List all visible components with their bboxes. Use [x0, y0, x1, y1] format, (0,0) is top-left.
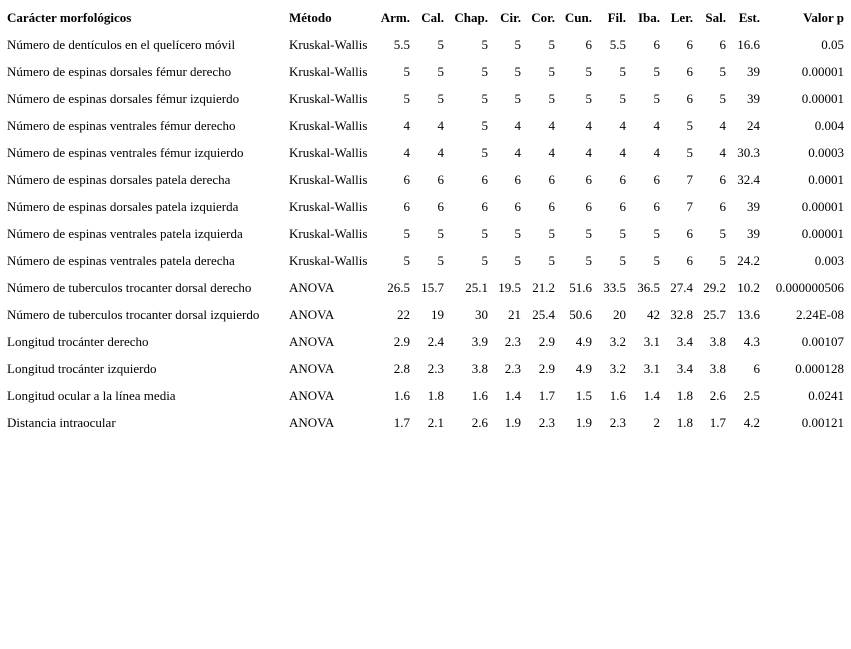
cell-cor: 5	[548, 252, 555, 268]
cell-cun: 5	[585, 225, 592, 241]
cell-fil: 4	[619, 144, 626, 160]
cell-ler: 32.8	[670, 306, 693, 322]
cell-ler: 6	[686, 36, 693, 52]
cell-caracter: Número de espinas dorsales patela izquierda	[7, 198, 239, 214]
cell-cor: 21.2	[532, 279, 555, 295]
cell-chap: 5	[481, 36, 488, 52]
cell-cal: 6	[437, 198, 444, 214]
cell-cor: 5	[548, 90, 555, 106]
cell-sal: 5	[719, 252, 726, 268]
cell-arm: 4	[403, 117, 410, 133]
cell-metodo: Kruskal-Wallis	[289, 252, 368, 268]
table-row	[4, 409, 847, 436]
cell-est: 4.3	[743, 333, 760, 349]
cell-metodo: Kruskal-Wallis	[289, 117, 368, 133]
cell-est: 6	[753, 360, 760, 376]
header-iba: Iba.	[637, 9, 660, 25]
cell-caracter: Número de tuberculos trocanter dorsal derecho	[7, 279, 252, 295]
header-est: Est.	[738, 9, 760, 25]
cell-iba: 2	[653, 414, 660, 430]
cell-cun: 4.9	[575, 333, 592, 349]
cell-caracter: Número de dentículos en el quelícero móvil	[7, 36, 236, 52]
header-cir: Cir.	[500, 9, 521, 25]
table-body	[4, 31, 847, 436]
cell-sal: 1.7	[709, 414, 726, 430]
cell-valor-p: 0.00001	[801, 198, 844, 214]
cell-cir: 1.9	[504, 414, 521, 430]
header-metodo: Método	[289, 9, 332, 25]
cell-valor-p: 0.05	[821, 36, 844, 52]
table-row	[4, 112, 847, 139]
cell-iba: 3.1	[643, 360, 660, 376]
cell-arm: 26.5	[387, 279, 410, 295]
cell-caracter: Longitud trocánter derecho	[7, 333, 149, 349]
cell-iba: 5	[653, 90, 660, 106]
cell-valor-p: 0.00001	[801, 63, 844, 79]
cell-fil: 20	[613, 306, 626, 322]
cell-cal: 4	[437, 117, 444, 133]
cell-caracter: Número de espinas ventrales fémur izquierdo	[7, 144, 244, 160]
cell-fil: 33.5	[603, 279, 626, 295]
cell-sal: 3.8	[709, 333, 726, 349]
cell-ler: 7	[686, 171, 693, 187]
table-row	[4, 193, 847, 220]
cell-cir: 6	[514, 171, 521, 187]
cell-cal: 5	[437, 225, 444, 241]
cell-caracter: Número de espinas ventrales fémur derecho	[7, 117, 236, 133]
cell-cun: 6	[585, 171, 592, 187]
cell-ler: 5	[686, 144, 693, 160]
cell-chap: 5	[481, 252, 488, 268]
cell-iba: 6	[653, 198, 660, 214]
cell-cir: 2.3	[504, 333, 521, 349]
cell-arm: 2.9	[393, 333, 410, 349]
cell-fil: 5	[619, 225, 626, 241]
cell-ler: 6	[686, 225, 693, 241]
header-arm: Arm.	[380, 9, 410, 25]
cell-ler: 3.4	[676, 360, 693, 376]
cell-cor: 25.4	[532, 306, 555, 322]
cell-metodo: Kruskal-Wallis	[289, 63, 368, 79]
cell-cir: 5	[514, 225, 521, 241]
cell-caracter: Longitud trocánter izquierdo	[7, 360, 157, 376]
cell-fil: 1.6	[609, 387, 626, 403]
cell-metodo: ANOVA	[289, 414, 335, 430]
cell-valor-p: 0.004	[814, 117, 844, 133]
header-cal: Cal.	[421, 9, 444, 25]
cell-cor: 4	[548, 144, 555, 160]
table-row	[4, 382, 847, 409]
cell-chap: 3.9	[471, 333, 488, 349]
cell-cor: 2.3	[538, 414, 555, 430]
cell-valor-p: 0.0003	[808, 144, 844, 160]
header-cun: Cun.	[564, 9, 592, 25]
cell-cir: 5	[514, 90, 521, 106]
cell-est: 32.4	[737, 171, 760, 187]
cell-chap: 5	[481, 144, 488, 160]
cell-valor-p: 0.0241	[808, 387, 844, 403]
cell-cir: 5	[514, 63, 521, 79]
cell-est: 10.2	[737, 279, 760, 295]
cell-chap: 3.8	[471, 360, 488, 376]
cell-caracter: Número de espinas dorsales patela derecha	[7, 171, 231, 187]
cell-caracter: Número de tuberculos trocanter dorsal izquierdo	[7, 306, 260, 322]
cell-sal: 25.7	[703, 306, 726, 322]
cell-iba: 5	[653, 225, 660, 241]
cell-ler: 5	[686, 117, 693, 133]
cell-sal: 5	[719, 63, 726, 79]
cell-arm: 5	[403, 225, 410, 241]
cell-ler: 7	[686, 198, 693, 214]
header-cor: Cor.	[531, 9, 555, 25]
cell-cir: 1.4	[504, 387, 521, 403]
cell-cal: 4	[437, 144, 444, 160]
cell-cor: 5	[548, 63, 555, 79]
cell-metodo: ANOVA	[289, 360, 335, 376]
cell-caracter: Número de espinas dorsales fémur derecho	[7, 63, 232, 79]
cell-cor: 2.9	[538, 333, 555, 349]
cell-iba: 5	[653, 252, 660, 268]
cell-cor: 4	[548, 117, 555, 133]
cell-arm: 5.5	[393, 36, 410, 52]
cell-cun: 4	[585, 117, 592, 133]
cell-cal: 6	[437, 171, 444, 187]
cell-iba: 3.1	[643, 333, 660, 349]
table-row	[4, 301, 847, 328]
cell-arm: 6	[403, 198, 410, 214]
cell-metodo: Kruskal-Wallis	[289, 36, 368, 52]
cell-iba: 5	[653, 63, 660, 79]
cell-cal: 19	[431, 306, 444, 322]
cell-chap: 6	[481, 171, 488, 187]
cell-fil: 5	[619, 252, 626, 268]
cell-cor: 5	[548, 36, 555, 52]
header-caracter: Carácter morfológicos	[7, 9, 132, 25]
table-row	[4, 247, 847, 274]
cell-cal: 5	[437, 252, 444, 268]
cell-est: 39	[747, 225, 760, 241]
cell-est: 24	[747, 117, 760, 133]
cell-ler: 6	[686, 252, 693, 268]
cell-sal: 6	[719, 171, 726, 187]
table-row	[4, 58, 847, 85]
cell-valor-p: 0.000128	[795, 360, 844, 376]
cell-ler: 27.4	[670, 279, 693, 295]
cell-sal: 6	[719, 36, 726, 52]
cell-est: 39	[747, 63, 760, 79]
cell-est: 16.6	[737, 36, 760, 52]
table-row	[4, 274, 847, 301]
cell-cun: 5	[585, 63, 592, 79]
cell-cun: 51.6	[569, 279, 592, 295]
header-ler: Ler.	[670, 9, 693, 25]
cell-cir: 5	[514, 36, 521, 52]
header-fil: Fil.	[607, 9, 626, 25]
cell-cir: 19.5	[498, 279, 521, 295]
cell-caracter: Número de espinas ventrales patela derecha	[7, 252, 235, 268]
cell-arm: 6	[403, 171, 410, 187]
cell-fil: 3.2	[609, 333, 626, 349]
cell-cal: 2.3	[427, 360, 444, 376]
cell-iba: 1.4	[643, 387, 660, 403]
cell-chap: 5	[481, 90, 488, 106]
cell-metodo: Kruskal-Wallis	[289, 225, 368, 241]
cell-caracter: Longitud ocular a la línea media	[7, 387, 176, 403]
cell-fil: 5	[619, 90, 626, 106]
cell-caracter: Distancia intraocular	[7, 414, 116, 430]
cell-chap: 30	[475, 306, 488, 322]
cell-arm: 5	[403, 90, 410, 106]
cell-cun: 50.6	[569, 306, 592, 322]
cell-cor: 5	[548, 225, 555, 241]
cell-caracter: Número de espinas ventrales patela izquierda	[7, 225, 243, 241]
cell-metodo: Kruskal-Wallis	[289, 90, 368, 106]
cell-iba: 6	[653, 171, 660, 187]
table-row	[4, 220, 847, 247]
cell-fil: 3.2	[609, 360, 626, 376]
cell-iba: 6	[653, 36, 660, 52]
cell-valor-p: 0.0001	[808, 171, 844, 187]
table-row	[4, 328, 847, 355]
cell-iba: 36.5	[637, 279, 660, 295]
cell-sal: 6	[719, 198, 726, 214]
cell-valor-p: 0.000000506	[775, 279, 844, 295]
cell-est: 13.6	[737, 306, 760, 322]
cell-metodo: ANOVA	[289, 306, 335, 322]
cell-metodo: Kruskal-Wallis	[289, 171, 368, 187]
cell-fil: 4	[619, 117, 626, 133]
table-header	[4, 4, 847, 31]
cell-sal: 2.6	[709, 387, 726, 403]
cell-metodo: ANOVA	[289, 387, 335, 403]
cell-ler: 1.8	[676, 414, 693, 430]
cell-sal: 4	[719, 144, 726, 160]
cell-arm: 1.6	[393, 387, 410, 403]
cell-valor-p: 0.00121	[801, 414, 844, 430]
cell-cal: 5	[437, 90, 444, 106]
cell-cal: 1.8	[427, 387, 444, 403]
cell-chap: 5	[481, 225, 488, 241]
cell-arm: 4	[403, 144, 410, 160]
header-valor-p: Valor p	[803, 9, 844, 25]
cell-cun: 1.5	[575, 387, 592, 403]
cell-cal: 2.1	[427, 414, 444, 430]
cell-ler: 3.4	[676, 333, 693, 349]
cell-valor-p: 0.00001	[801, 225, 844, 241]
cell-iba: 4	[653, 117, 660, 133]
table-row	[4, 31, 847, 58]
cell-cor: 6	[548, 171, 555, 187]
cell-chap: 2.6	[471, 414, 488, 430]
cell-cir: 4	[514, 117, 521, 133]
cell-metodo: Kruskal-Wallis	[289, 198, 368, 214]
cell-fil: 5	[619, 63, 626, 79]
cell-cir: 21	[508, 306, 521, 322]
cell-arm: 1.7	[393, 414, 410, 430]
cell-cun: 6	[585, 36, 592, 52]
cell-est: 2.5	[743, 387, 760, 403]
cell-arm: 2.8	[393, 360, 410, 376]
cell-cir: 2.3	[504, 360, 521, 376]
table-row	[4, 85, 847, 112]
cell-cal: 15.7	[421, 279, 444, 295]
cell-caracter: Número de espinas dorsales fémur izquierdo	[7, 90, 240, 106]
table-row	[4, 355, 847, 382]
cell-cal: 5	[437, 36, 444, 52]
cell-cor: 6	[548, 198, 555, 214]
cell-cir: 4	[514, 144, 521, 160]
cell-sal: 3.8	[709, 360, 726, 376]
cell-valor-p: 0.00001	[801, 90, 844, 106]
cell-sal: 29.2	[703, 279, 726, 295]
table-row	[4, 139, 847, 166]
cell-arm: 5	[403, 252, 410, 268]
cell-sal: 4	[719, 117, 726, 133]
header-row	[4, 4, 847, 31]
morphology-table	[4, 4, 847, 436]
cell-ler: 6	[686, 90, 693, 106]
cell-arm: 5	[403, 63, 410, 79]
cell-cir: 6	[514, 198, 521, 214]
cell-ler: 1.8	[676, 387, 693, 403]
cell-chap: 25.1	[465, 279, 488, 295]
cell-arm: 22	[397, 306, 410, 322]
cell-cor: 1.7	[538, 387, 555, 403]
cell-chap: 6	[481, 198, 488, 214]
cell-valor-p: 2.24E-08	[795, 306, 844, 322]
cell-metodo: ANOVA	[289, 333, 335, 349]
cell-chap: 1.6	[471, 387, 488, 403]
cell-ler: 6	[686, 63, 693, 79]
cell-cir: 5	[514, 252, 521, 268]
cell-cun: 1.9	[575, 414, 592, 430]
cell-valor-p: 0.00107	[801, 333, 844, 349]
cell-cun: 6	[585, 198, 592, 214]
cell-est: 39	[747, 198, 760, 214]
cell-sal: 5	[719, 90, 726, 106]
cell-est: 30.3	[737, 144, 760, 160]
cell-metodo: Kruskal-Wallis	[289, 144, 368, 160]
header-sal: Sal.	[705, 9, 726, 25]
cell-sal: 5	[719, 225, 726, 241]
cell-fil: 2.3	[609, 414, 626, 430]
cell-cun: 4.9	[575, 360, 592, 376]
cell-iba: 4	[653, 144, 660, 160]
header-chap: Chap.	[454, 9, 488, 25]
cell-cor: 2.9	[538, 360, 555, 376]
cell-fil: 6	[619, 171, 626, 187]
cell-chap: 5	[481, 117, 488, 133]
cell-cun: 4	[585, 144, 592, 160]
cell-cal: 2.4	[427, 333, 444, 349]
cell-est: 24.2	[737, 252, 760, 268]
cell-fil: 6	[619, 198, 626, 214]
cell-est: 39	[747, 90, 760, 106]
cell-cal: 5	[437, 63, 444, 79]
cell-cun: 5	[585, 252, 592, 268]
cell-est: 4.2	[743, 414, 760, 430]
cell-cun: 5	[585, 90, 592, 106]
cell-chap: 5	[481, 63, 488, 79]
cell-metodo: ANOVA	[289, 279, 335, 295]
cell-valor-p: 0.003	[814, 252, 844, 268]
table-row	[4, 166, 847, 193]
cell-iba: 42	[647, 306, 660, 322]
cell-fil: 5.5	[609, 36, 626, 52]
